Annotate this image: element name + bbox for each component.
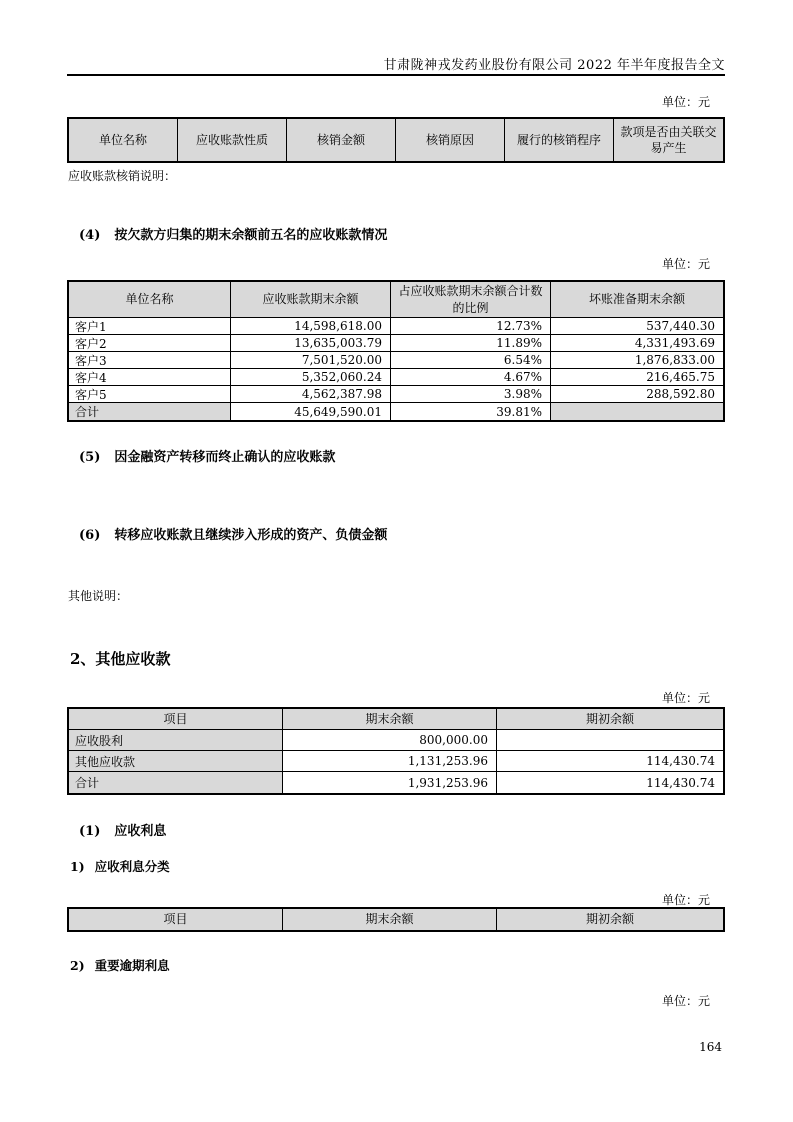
page-number: 164 xyxy=(699,1040,722,1054)
table-cell: 1,876,833.00 xyxy=(551,352,723,369)
section-number: (6) xyxy=(79,528,101,543)
header-divider xyxy=(67,74,725,76)
table-cell: 合计 xyxy=(69,772,283,793)
unit-label: 单位：元 xyxy=(661,691,710,705)
table-cell: 288,592.80 xyxy=(551,386,723,403)
section-5-heading xyxy=(79,446,335,465)
table-header-row xyxy=(69,282,723,318)
section-title: 应收利息 xyxy=(114,824,167,839)
table-cell: 800,000.00 xyxy=(283,730,497,751)
table-row xyxy=(69,730,723,751)
table-cell xyxy=(497,730,723,751)
top5-receivables-table xyxy=(67,280,725,422)
table-cell: 其他应收款 xyxy=(69,751,283,772)
table-cell: 1,131,253.96 xyxy=(283,751,497,772)
writeoff-table xyxy=(67,117,725,163)
column-header: 单位名称 xyxy=(69,119,178,161)
unit-label: 单位：元 xyxy=(661,893,710,907)
section-interest-class-heading xyxy=(70,857,170,875)
column-header: 期末余额 xyxy=(283,909,497,930)
table-cell: 45,649,590.01 xyxy=(231,403,391,420)
table-cell: 合计 xyxy=(69,403,231,420)
table-cell xyxy=(551,403,723,420)
section-4-heading xyxy=(79,224,387,243)
other-note: 其他说明： xyxy=(68,589,129,603)
table-cell: 客户2 xyxy=(69,335,231,352)
column-header: 应收账款期末余额 xyxy=(231,282,391,318)
column-header: 履行的核销程序 xyxy=(505,119,614,161)
table-row xyxy=(69,751,723,772)
unit-label: 单位：元 xyxy=(661,994,710,1008)
table-total-row xyxy=(69,403,723,420)
table-cell: 客户4 xyxy=(69,369,231,386)
column-header: 期末余额 xyxy=(283,709,497,730)
column-header: 期初余额 xyxy=(497,909,723,930)
table-cell: 39.81% xyxy=(391,403,551,420)
section-title: 因金融资产转移而终止确认的应收账款 xyxy=(114,450,336,465)
section-number: (5) xyxy=(79,450,101,465)
section-title: 按欠款方归集的期末余额前五名的应收账款情况 xyxy=(114,228,388,243)
table-row xyxy=(69,352,723,369)
table-cell: 5,352,060.24 xyxy=(231,369,391,386)
table-header-row xyxy=(69,119,723,161)
unit-label: 单位：元 xyxy=(661,257,710,271)
table-header-row xyxy=(69,909,723,930)
table-cell: 13,635,003.79 xyxy=(231,335,391,352)
section-number: (1) xyxy=(79,824,101,839)
table-cell: 114,430.74 xyxy=(646,775,715,790)
column-header: 项目 xyxy=(69,709,283,730)
writeoff-note: 应收账款核销说明： xyxy=(68,169,177,183)
section-number: 1) xyxy=(70,859,85,874)
table-cell: 216,465.75 xyxy=(551,369,723,386)
table-cell: 7,501,520.00 xyxy=(231,352,391,369)
interest-table xyxy=(67,907,725,932)
column-header: 应收账款性质 xyxy=(178,119,287,161)
column-header: 期初余额 xyxy=(497,709,723,730)
table-cell: 客户3 xyxy=(69,352,231,369)
table-cell: 4,331,493.69 xyxy=(551,335,723,352)
table-cell: 114,430.74 xyxy=(497,751,723,772)
table-cell: 1,931,253.96 xyxy=(283,772,497,793)
table-row xyxy=(69,318,723,335)
section-overdue-heading xyxy=(70,956,170,974)
table-header-row xyxy=(69,709,723,730)
table-cell: 12.73% xyxy=(391,318,551,335)
column-header: 款项是否由关联交易产生 xyxy=(614,119,723,161)
column-header: 单位名称 xyxy=(69,282,231,318)
section-6-heading xyxy=(79,524,387,543)
table-cell: 3.98% xyxy=(391,386,551,403)
column-header: 项目 xyxy=(69,909,283,930)
section-number: 2) xyxy=(70,958,85,973)
table-row xyxy=(69,335,723,352)
section-title: 转移应收账款且继续涉入形成的资产、负债金额 xyxy=(114,528,388,543)
table-cell: 客户1 xyxy=(69,318,231,335)
table-cell: 客户5 xyxy=(69,386,231,403)
table-cell: 14,598,618.00 xyxy=(231,318,391,335)
table-cell: 应收股利 xyxy=(69,730,283,751)
table-cell: 11.89% xyxy=(391,335,551,352)
unit-label: 单位：元 xyxy=(661,95,710,109)
table-cell: 4.67% xyxy=(391,369,551,386)
table-cell: 4,562,387.98 xyxy=(231,386,391,403)
table-row xyxy=(69,386,723,403)
table-cell: 537,440.30 xyxy=(551,318,723,335)
column-header: 核销金额 xyxy=(287,119,396,161)
section-number: (4) xyxy=(79,228,101,243)
column-header: 坏账准备期末余额 xyxy=(551,282,723,318)
column-header: 核销原因 xyxy=(396,119,505,161)
other-receivables-table xyxy=(67,707,725,795)
table-row xyxy=(69,369,723,386)
column-header: 占应收账款期末余额合计数的比例 xyxy=(391,282,551,318)
table-total-row xyxy=(69,772,723,793)
section-title: 重要逾期利息 xyxy=(94,958,170,973)
table-cell: 6.54% xyxy=(391,352,551,369)
section-interest-heading xyxy=(79,820,166,839)
section-title: 应收利息分类 xyxy=(94,859,170,874)
section-other-receivables-heading: 2、其他应收款 xyxy=(70,650,171,668)
document-header-title: 甘肃陇神戎发药业股份有限公司 2022 年半年度报告全文 xyxy=(383,58,725,73)
